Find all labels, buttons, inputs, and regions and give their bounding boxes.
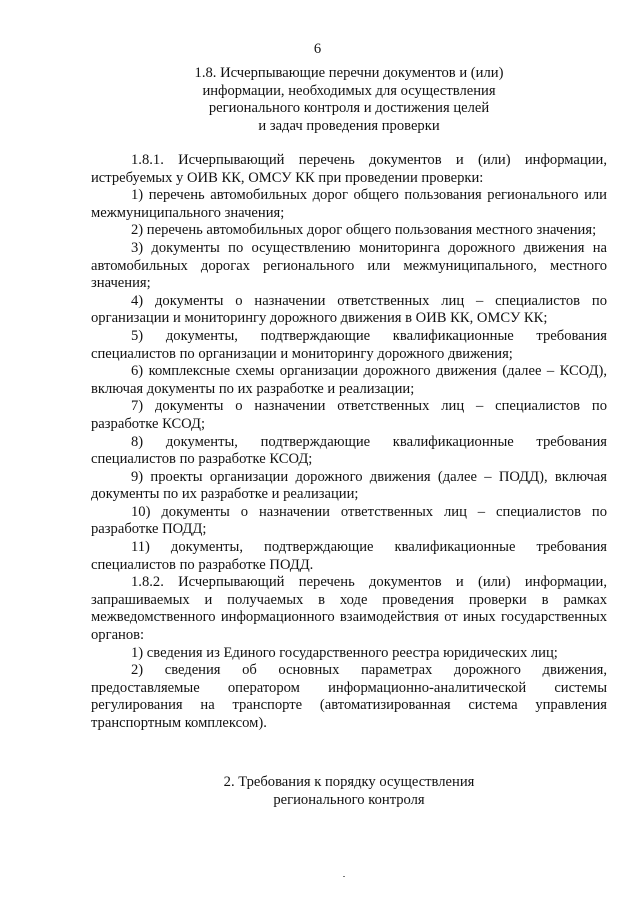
list-item: 7) документы о назначении ответственных лиц – специалистов по разработке КСОД; [91, 398, 607, 432]
scan-artifact-dot [343, 876, 345, 877]
heading-line: 2. Требования к порядку осуществления [223, 774, 475, 790]
paragraph-1-8-1: 1.8.1. Исчерпывающий перечень документов и (или) информации, истребуемых у ОИВ КК, ОМСУ КК при проведении проверки: [91, 152, 607, 186]
section-2-heading [90, 774, 608, 809]
list-item: 11) документы, подтверждающие квалификационные требования специалистов по разработке ПОДД. [91, 539, 607, 573]
list-item: 3) документы по осуществлению мониторинга дорожного движения на автомобильных дорогах регионального или межмуниципального, местного значения; [91, 239, 607, 292]
list-item: 8) документы, подтверждающие квалификационные требования специалистов по разработке КСОД; [91, 433, 607, 468]
list-item: 1) перечень автомобильных дорог общего пользования регионального или межмуниципального значения; [91, 187, 607, 221]
list-item: 6) комплексные схемы организации дорожного движения (далее – КСОД), включая документы по их разработке и реализации; [91, 363, 607, 397]
list-item: 1) сведения из Единого государственного реестра юридических лиц; [131, 644, 558, 661]
list-item: 2) перечень автомобильных дорог общего пользования местного значения; [131, 222, 597, 239]
list-item: 9) проекты организации дорожного движения (далее – ПОДД), включая документы по их разработке и реализации; [91, 468, 607, 503]
heading-line: и задач проведения проверки [258, 117, 440, 134]
section-1-8-heading [90, 65, 608, 135]
page-number: 6 [313, 41, 322, 57]
paragraph-1-8-2: 1.8.2. Исчерпывающий перечень документов и (или) информации, запрашиваемых и получаемых в ходе проведения проверки в рамках межведомственного информационного взаимодействия от иных государственных органов: [91, 574, 607, 644]
heading-line: 1.8. Исчерпывающие перечни документов и (или) [194, 65, 504, 81]
heading-line: регионального контроля и достижения целей [208, 100, 490, 117]
list-item: 10) документы о назначении ответственных лиц – специалистов по разработке ПОДД; [91, 503, 607, 538]
heading-line: регионального контроля [273, 791, 425, 808]
list-item: 2) сведения об основных параметрах дорожного движения, предоставляемые оператором информационно-аналитической системы регулирования на транспорте (автоматизированная система управления транспортным комплексом). [91, 662, 607, 731]
section-1-8-body [91, 152, 607, 733]
heading-line: информации, необходимых для осуществления [202, 82, 496, 99]
list-item: 5) документы, подтверждающие квалификационные требования специалистов по организации и мониторингу дорожного движения; [91, 327, 607, 362]
list-item: 4) документы о назначении ответственных лиц – специалистов по организации и мониторингу дорожного движения в ОИВ КК, ОМСУ КК; [91, 292, 607, 327]
